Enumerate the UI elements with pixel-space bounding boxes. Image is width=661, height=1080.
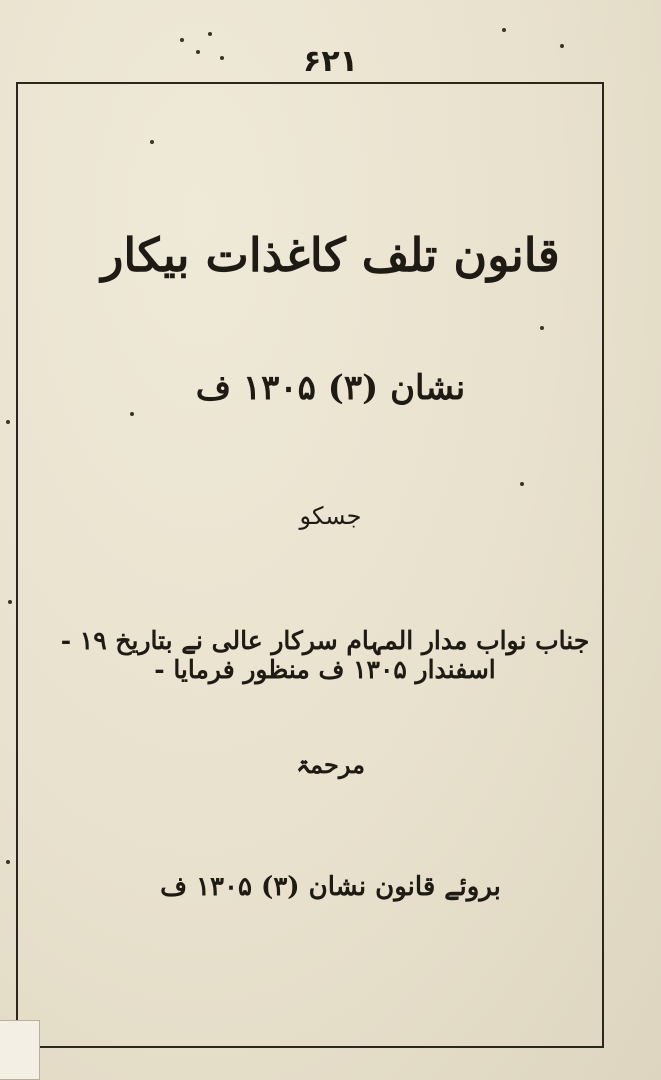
scan-speck (520, 482, 524, 486)
scan-speck (196, 50, 200, 54)
scan-speck (6, 860, 10, 864)
scan-speck (220, 56, 224, 60)
page-border (16, 82, 604, 1048)
scan-speck (540, 326, 544, 330)
document-title: قانون تلف کاغذات بیکار (101, 228, 560, 282)
scan-speck (8, 600, 12, 604)
page-tab-scrap (0, 1020, 40, 1080)
signature-mark: مرحمۃ (296, 750, 365, 779)
document-subtitle: نشان (۳) ۱۳۰۵ ف (195, 368, 466, 408)
page-number: ۶۲۱ (303, 44, 358, 79)
scan-speck (180, 38, 184, 42)
scan-speck (130, 412, 134, 416)
reference-text: بروئے قانون نشان (۳) ۱۳۰۵ ف (160, 872, 501, 902)
scan-speck (208, 32, 212, 36)
approval-text: جناب نواب مدار المہام سرکار عالی نے بتاریخ ۱۹ - اسفندار ۱۳۰۵ ف منظور فرمایا - (60, 626, 590, 684)
scan-speck (6, 420, 10, 424)
scan-speck (560, 44, 564, 48)
by-whom-text: جسکو (299, 502, 362, 530)
scan-speck (502, 28, 506, 32)
scan-speck (150, 140, 154, 144)
